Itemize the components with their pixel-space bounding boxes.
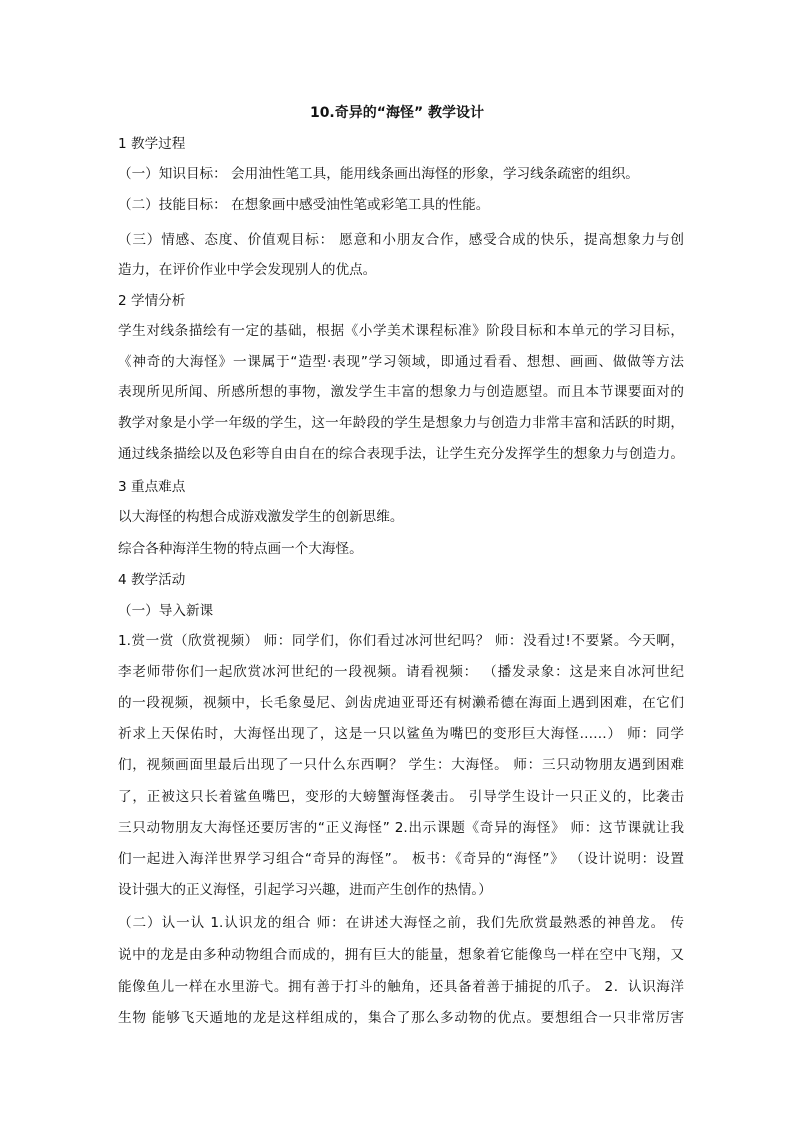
paragraph-line: 综合各种海洋生物的特点画一个大海怪。: [118, 541, 363, 557]
heading-teaching-process: 1 教学过程: [118, 136, 186, 152]
paragraph-line: 了，正被这只长着鲨鱼嘴巴，变形的大螃蟹海怪袭击。 引导学生设计一只正义的，比袭击: [118, 789, 684, 805]
paragraph-line: 李老师带你们一起欣赏冰河世纪的一段视频。请看视频： （播发录象：这是来自冰河世纪: [118, 664, 684, 680]
paragraph-line: 三只动物朋友大海怪还要厉害的“正义海怪” 2.出示课题《奇异的海怪》 师：这节课就让我: [118, 820, 684, 836]
paragraph-line: 1.赏一赏（欣赏视频） 师：同学们，你们看过冰河世纪吗？ 师：没看过!不要紧。今天啊，: [118, 633, 684, 649]
paragraph-line: 学生对线条描绘有一定的基础，根据《小学美术课程标准》阶段目标和本单元的学习目标，: [118, 323, 684, 339]
paragraph-line: 的一段视频，视频中，长毛象曼尼、剑齿虎迪亚哥还有树濑希德在海面上遇到困难，在它们: [118, 695, 684, 711]
paragraph-line: （一）知识目标： 会用油性笔工具，能用线条画出海怪的形象，学习线条疏密的组织。: [118, 166, 639, 182]
subheading-intro: （一）导入新课: [118, 603, 214, 619]
paragraph-line: 能像鱼儿一样在水里游弋。拥有善于打斗的触角，还具备着善于捕捉的爪子。 2．认识海洋: [118, 979, 684, 995]
paragraph-line: 通过线条描绘以及色彩等自由自在的综合表现手法，让学生充分发挥学生的想象力与创造力。: [118, 446, 684, 462]
document-title: 10.奇异的“海怪” 教学设计: [309, 105, 485, 121]
heading-student-analysis: 2 学情分析: [118, 293, 186, 309]
paragraph-line: 设计强大的正义海怪，引起学习兴趣，进而产生创作的热情。）: [118, 882, 492, 898]
paragraph-line: 造力，在评价作业中学会发现别人的优点。: [118, 262, 377, 278]
paragraph-line: 生物 能够飞天遁地的龙是这样组成的，集合了那么多动物的优点。要想组合一只非常厉害: [118, 1010, 684, 1026]
paragraph-line: 教学对象是小学一年级的学生，这一年龄段的学生是想象力与创造力非常丰富和活跃的时期，: [118, 415, 684, 431]
paragraph-line: 表现所见所闻、所感所想的事物，激发学生丰富的想象力与创造愿望。而且本节课要面对的: [118, 384, 684, 400]
paragraph-line: 说中的龙是由多种动物组合而成的，拥有巨大的能量，想象着它能像鸟一样在空中飞翔，又: [118, 947, 684, 963]
paragraph-line: （二）认一认 1.认识龙的组合 师：在讲述大海怪之前，我们先欣赏最熟悉的神兽龙。 传: [118, 915, 684, 931]
paragraph-line: 们一起进入海洋世界学习组合“奇异的海怪”。 板书：《奇异的“海怪”》 （设计说明：设置: [118, 851, 684, 867]
heading-key-points: 3 重点难点: [118, 479, 186, 495]
paragraph-line: 以大海怪的构想合成游戏激发学生的创新思维。: [118, 509, 404, 525]
paragraph-line: （二）技能目标： 在想象画中感受油性笔或彩笔工具的性能。: [118, 197, 490, 213]
paragraph-line: 祈求上天保佑时，大海怪出现了，这是一只以鲨鱼为嘴巴的变形巨大海怪……） 师：同学: [118, 726, 684, 742]
heading-teaching-activities: 4 教学活动: [118, 572, 186, 588]
paragraph-line: 们，视频画面里最后出现了一只什么东西啊？ 学生：大海怪。 师：三只动物朋友遇到困难: [118, 757, 684, 773]
paragraph-line: 《神奇的大海怪》一课属于“造型·表现”学习领域，即通过看看、想想、画画、做做等方法: [118, 354, 684, 370]
paragraph-line: （三）情感、态度、价值观目标： 愿意和小朋友合作，感受合成的快乐，提高想象力与创: [118, 232, 684, 248]
